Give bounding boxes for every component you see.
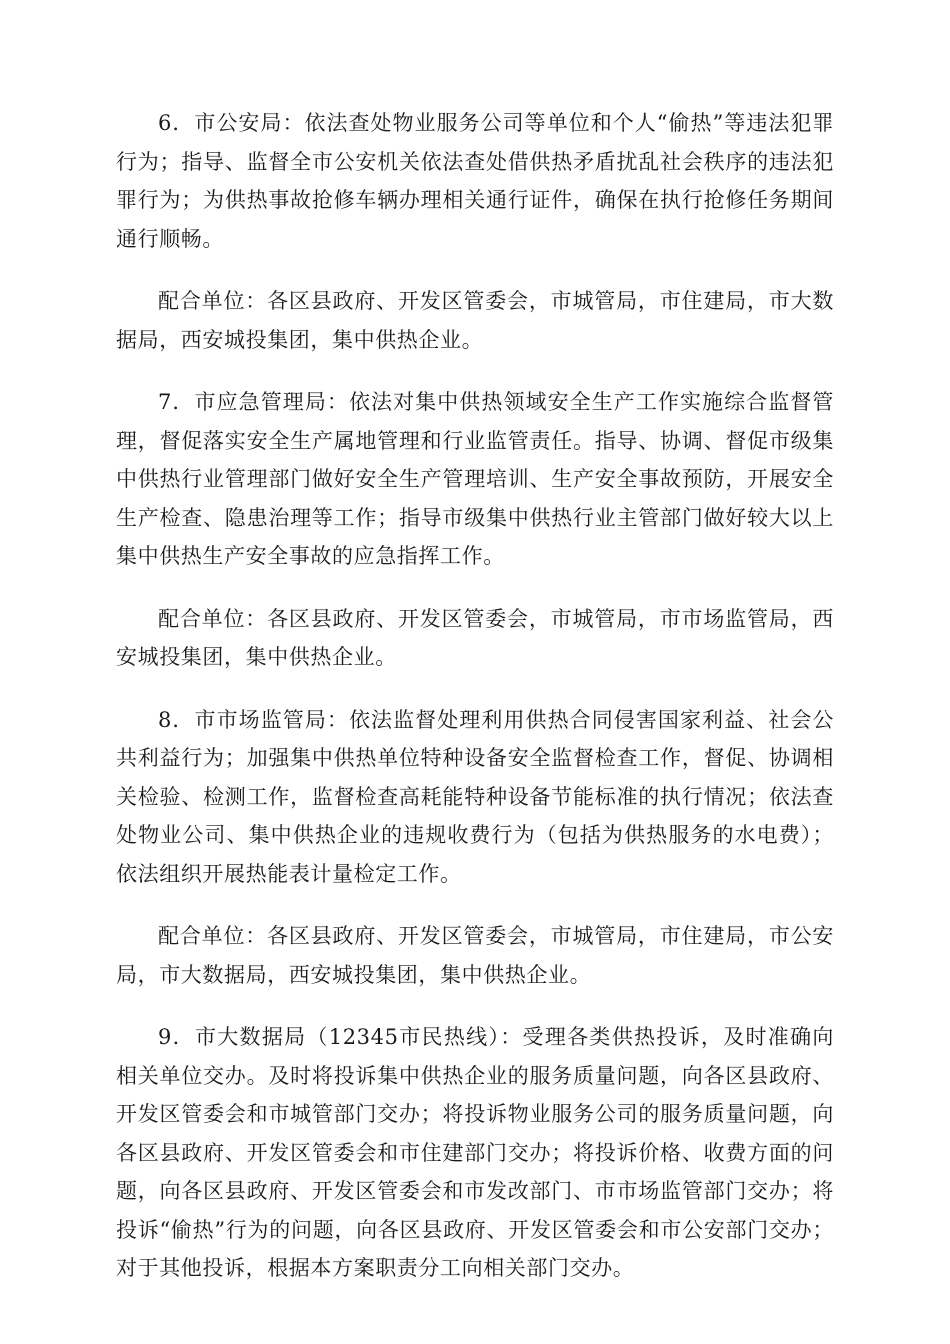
paragraph-gap [116,677,834,701]
paragraph-gap [116,359,834,383]
paragraph-gap [116,893,834,917]
document-page [116,104,834,1288]
paragraph-cooperating-units: 配合单位：各区县政府、开发区管委会，市城管局，市市场监管局，西安城投集团，集中供热企业。 [116,606,834,669]
paragraph-emergency-management: 7．市应急管理局：依法对集中供热领域安全生产工作实施综合监督管理，督促落实安全生产属地管理和行业监管责任。指导、协调、督促市级集中供热行业管理部门做好安全生产管理培训、生产安全事故预防，开展安全生产检查、隐患治理等工作；指导市级集中供热行业主管部门做好较大以上集中供热生产安全事故的应急指挥工作。 [116,390,834,568]
paragraph-gap [116,994,834,1018]
paragraph-cooperating-units: 配合单位：各区县政府、开发区管委会，市城管局，市住建局，市公安局，市大数据局，西安城投集团，集中供热企业。 [116,924,834,987]
paragraph-market-supervision: 8．市市场监管局：依法监督处理利用供热合同侵害国家利益、社会公共利益行为；加强集中供热单位特种设备安全监督检查工作，督促、协调相关检验、检测工作，监督检查高耗能特种设备节能标准的执行情况；依法查处物业公司、集中供热企业的违规收费行为（包括为供热服务的水电费）；依法组织开展热能表计量检定工作。 [116,707,834,886]
paragraph-cooperating-units: 配合单位：各区县政府、开发区管委会，市城管局，市住建局，市大数据局，西安城投集团，集中供热企业。 [116,289,834,352]
paragraph-big-data-bureau: 9．市大数据局（12345市民热线）：受理各类供热投诉，及时准确向相关单位交办。及时将投诉集中供热企业的服务质量问题，向各区县政府、开发区管委会和市城管部门交办；将投诉物业服务公司的服务质量问题，向各区县政府、开发区管委会和市住建部门交办；将投诉价格、收费方面的问题，向各区县政府、开发区管委会和市发改部门、市市场监管部门交办；将投诉“偷热”行为的问题，向各区县政府、开发区管委会和市公安部门交办；对于其他投诉，根据本方案职责分工向相关部门交办。 [116,1025,834,1280]
paragraph-gap [116,258,834,282]
paragraph-public-security: 6．市公安局：依法查处物业服务公司等单位和个人“偷热”等违法犯罪行为；指导、监督全市公安机关依法查处借供热矛盾扰乱社会秩序的违法犯罪行为；为供热事故抢修车辆办理相关通行证件，确保在执行抢修任务期间通行顺畅。 [116,111,834,251]
paragraph-gap [116,576,834,600]
